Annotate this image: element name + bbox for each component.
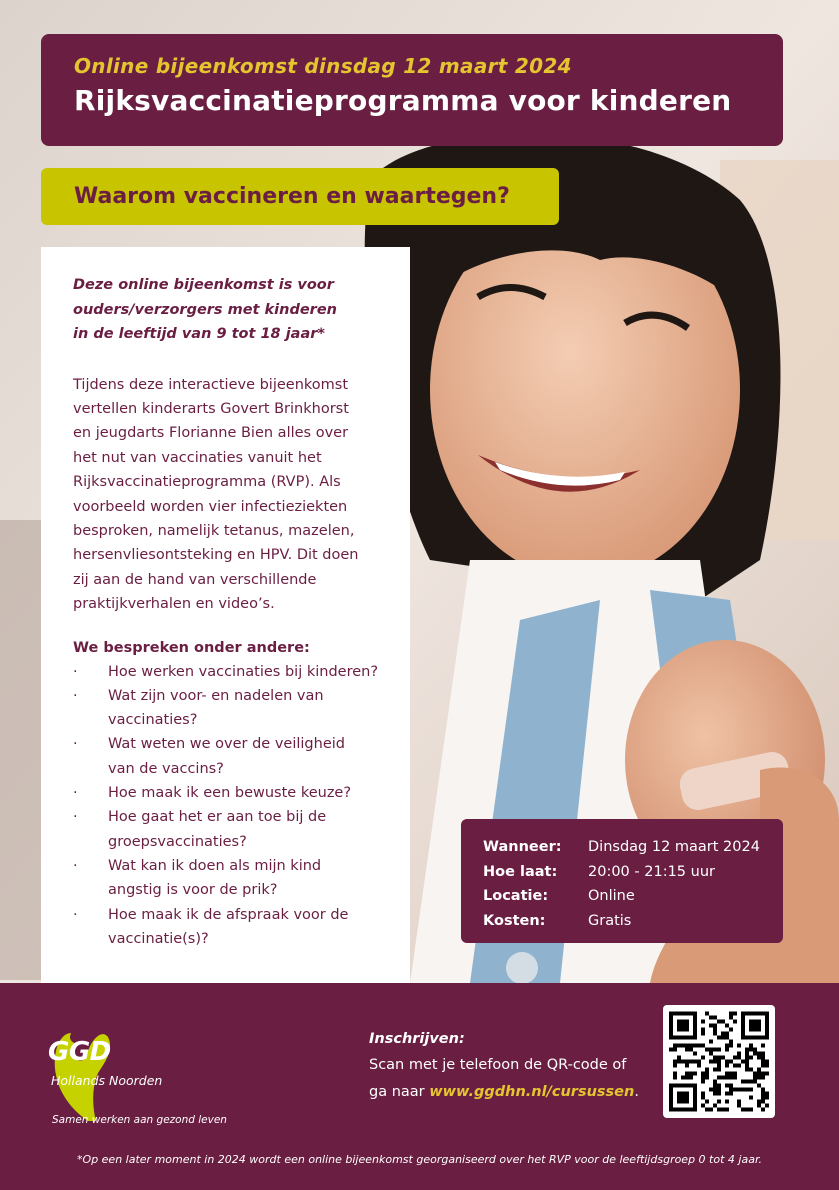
subtitle-bar [41, 168, 559, 225]
body-line: zij aan de hand van verschillende [73, 571, 317, 588]
header-banner [41, 34, 783, 146]
detail-row-when [483, 835, 783, 860]
intro-line: in de leeftijd van 9 tot 18 jaar* [73, 326, 325, 342]
list-item-text: groepsvaccinaties? [108, 833, 247, 850]
body-line: en jeugdarts Florianne Bien alles over [73, 425, 349, 442]
intro-line: Deze online bijeenkomst is voor [73, 277, 334, 293]
signup-heading: Inschrijven: [369, 1031, 465, 1047]
bullet-icon: · [73, 785, 78, 802]
page-title: Rijksvaccinatieprogramma voor kinderen [74, 84, 732, 117]
detail-row-cost [483, 909, 783, 934]
detail-label: Wanneer: [483, 839, 562, 855]
list-item-text: Hoe maak ik de afspraak voor de [108, 906, 349, 923]
detail-value: Dinsdag 12 maart 2024 [588, 839, 760, 855]
signup-instruction: Scan met je telefoon de QR-code of [369, 1057, 627, 1073]
logo-region: Hollands Noorden [51, 1073, 163, 1088]
detail-row-time [483, 860, 783, 885]
body-line: voorbeeld worden vier infectieziekten [73, 498, 348, 515]
list-item-text: Hoe werken vaccinaties bij kinderen? [108, 663, 379, 680]
topics-heading: We bespreken onder andere: [73, 639, 310, 656]
list-item-text: Wat zijn voor- en nadelen van [108, 687, 324, 704]
subtitle-text: Waarom vaccineren en waartegen? [74, 184, 510, 209]
detail-value: 20:00 - 21:15 uur [588, 863, 715, 880]
topics-list [73, 660, 400, 952]
list-item [73, 684, 400, 733]
detail-value: Online [588, 888, 635, 904]
bullet-icon: · [73, 857, 78, 874]
body-line: vertellen kinderarts Govert Brinkhorst [73, 400, 349, 417]
qr-code-pattern [669, 1011, 769, 1112]
detail-value: Gratis [588, 912, 632, 929]
bullet-icon: · [73, 663, 78, 680]
list-item [73, 903, 400, 952]
body-line: besproken, namelijk tetanus, mazelen, [73, 522, 355, 539]
list-item-text: vaccinatie(s)? [108, 930, 209, 947]
body-line: Rijksvaccinatieprogramma (RVP). Als [73, 474, 341, 491]
detail-row-location [483, 884, 783, 909]
body-line: het nut van vaccinaties vanuit het [73, 449, 322, 466]
list-item-text: Wat kan ik doen als mijn kind [108, 857, 322, 874]
body-line: praktijkverhalen en video’s. [73, 596, 275, 613]
bullet-icon: · [73, 687, 78, 704]
list-item [73, 805, 400, 854]
description-panel [41, 247, 410, 983]
body-text [73, 373, 400, 617]
detail-label: Locatie: [483, 888, 549, 904]
list-item-text: Hoe gaat het er aan toe bij de [108, 809, 327, 826]
intro-line: ouders/verzorgers met kinderen [73, 301, 337, 318]
list-item [73, 732, 400, 781]
list-item-text: Wat weten we over de veiligheid [108, 736, 345, 753]
list-item [73, 854, 400, 903]
signup-prefix: ga naar [369, 1084, 430, 1100]
event-details-box [461, 819, 783, 943]
signup-suffix: . [634, 1084, 639, 1100]
intro-text [73, 273, 400, 347]
footer [0, 983, 839, 1190]
bullet-icon: · [73, 736, 78, 753]
logo-name: GGD [48, 1037, 111, 1067]
logo-tagline: Samen werken aan gezond leven [52, 1114, 227, 1126]
detail-label: Hoe laat: [483, 863, 558, 880]
list-item [73, 781, 400, 805]
signup-link-line [369, 1079, 639, 1106]
footnote: *Op een later moment in 2024 wordt een online bijeenkomst georganiseerd over het RVP voor de leeftijdsgroep 0 tot 4 jaar. [77, 1153, 762, 1166]
signup-url-link[interactable]: www.ggdhn.nl/cursussen [429, 1084, 635, 1100]
event-date-heading: Online bijeenkomst dinsdag 12 maart 2024 [74, 54, 572, 78]
body-line: hersenvliesontsteking en HPV. Dit doen [73, 547, 359, 564]
list-item-text: vaccinaties? [108, 712, 198, 729]
list-item-text: van de vaccins? [108, 760, 224, 777]
detail-label: Kosten: [483, 912, 546, 929]
bullet-icon: · [73, 906, 78, 923]
list-item [73, 660, 400, 684]
signup-block [369, 1026, 639, 1106]
body-line: Tijdens deze interactieve bijeenkomst [73, 376, 349, 393]
list-item-text: angstig is voor de prik? [108, 882, 278, 899]
list-item-text: Hoe maak ik een bewuste keuze? [108, 785, 352, 802]
qr-code-icon[interactable] [663, 1005, 775, 1118]
bullet-icon: · [73, 809, 78, 826]
